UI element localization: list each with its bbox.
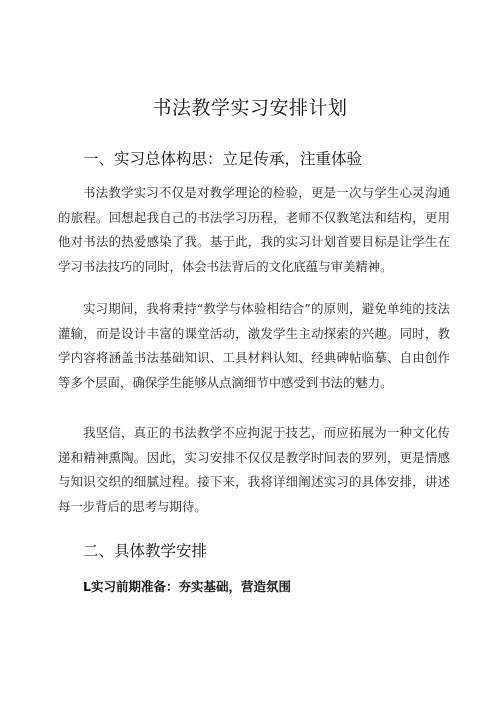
body-paragraph: 书法教学实习不仅是对教学理论的检验，更是一次与学生心灵沟通的旅程。回想起我自己的书法学习历程，老师不仅教笔法和结构，更用他对书法的热爱感染了我。基于此，我的实习计划首要目标是让学生在学习书法技巧的同时，体会书法背后的文化底蕴与审美精神。	[58, 185, 450, 274]
sub-heading-preparation: L实习前期准备：夯实基础，营造氛围	[83, 579, 291, 594]
page-title: 书法教学实习安排计划	[152, 97, 348, 119]
section-heading-overall-concept: 一、实习总体构思：立足传承，注重体验	[83, 150, 363, 168]
body-paragraph: 我坚信，真正的书法教学不应拘泥于技艺，而应拓展为一种文化传递和精神熏陶。因此，实习安排不仅仅是教学时间表的罗列，更是情感与知识交织的细腻过程。接下来，我将详细阐述实习的具体安排，讲述每一步背后的思考与期待。	[58, 425, 450, 514]
section-heading-teaching-arrangement: 二、具体教学安排	[83, 542, 208, 560]
body-paragraph: 实习期间，我将秉持“教学与体验相结合”的原则，避免单纯的技法灌输，而是设计丰富的课堂活动，激发学生主动探索的兴趣。同时，教学内容将涵盖书法基础知识、工具材料认知、经典碑帖临摹、自由创作等多个层面，确保学生能够从点滴细节中感受到书法的魅力。	[58, 301, 450, 390]
